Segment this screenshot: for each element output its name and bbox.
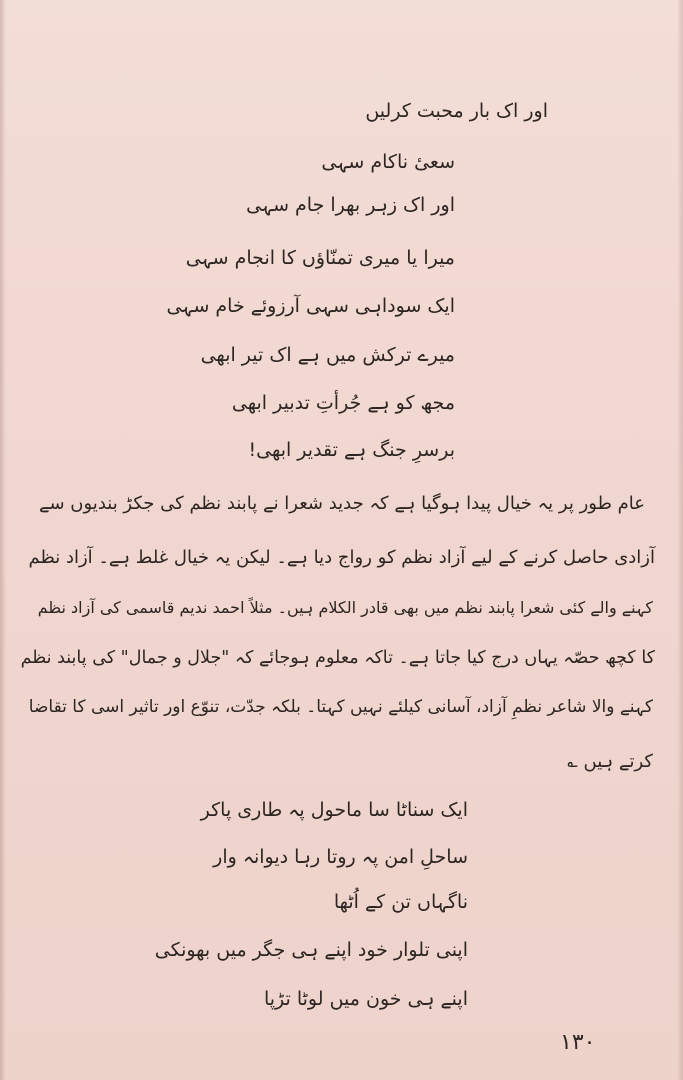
page-number: ۱۳۰ (560, 1030, 596, 1055)
prose-line-2: آزادی حاصل کرنے کے لیے آزاد نظم کو رواج دیا ہے۔ لیکن یہ خیال غلط ہے۔ آزاد نظم (28, 547, 655, 568)
poem1-line-2: سعیٔ ناکام سہی (321, 151, 455, 173)
poem1-line-8: برسرِ جنگ ہے تقدیر ابھی! (248, 439, 455, 461)
poem1-line-1: اور اک بار محبت کرلیں (365, 100, 548, 122)
prose-line-1: عام طور پر یہ خیال پیدا ہوگیا ہے کہ جدید شعرا نے پابند نظم کی جکڑ بندیوں سے (38, 493, 645, 514)
poem1-line-5: ایک سوداہی سہی آرزوئے خام سہی (166, 295, 455, 317)
poem1-line-3: اور اک زہر بھرا جام سہی (246, 194, 455, 216)
poem2-line-2: ساحلِ امن پہ روتا رہا دیوانہ وار (213, 846, 468, 868)
page-edge-left (0, 0, 6, 1080)
poem2-line-1: ایک سناٹا سا ماحول پہ طاری پاکر (200, 799, 468, 821)
poem1-line-4: میرا یا میری تمنّاؤں کا انجام سہی (185, 247, 455, 269)
poem2-line-4: اپنی تلوار خود اپنے ہی جگر میں بھونکی (154, 939, 468, 961)
poem1-line-6: میرے ترکش میں ہے اک تیر ابھی (200, 344, 455, 366)
page-edge-right (677, 0, 683, 1080)
prose-line-4: کا کچھ حصّہ یہاں درج کیا جاتا ہے۔ تاکہ معلوم ہوجائے کہ "جلال و جمال" کی پابند نظم (20, 648, 655, 668)
poem1-line-7: مجھ کو ہے جُرأتِ تدبیر ابھی (231, 392, 455, 414)
prose-line-6: کرتے ہیں ؎ (567, 751, 653, 772)
poem2-line-3: ناگہاں تن کے اُٹھا (333, 891, 468, 913)
poem2-line-5: اپنے ہی خون میں لوٹا تڑپا (263, 988, 468, 1010)
prose-line-3: کہنے والے کئی شعرا پابند نظم میں بھی قادر الکلام ہیں۔ مثلاً احمد ندیم قاسمی کی آزاد نظم (37, 598, 653, 617)
prose-line-5: کہنے والا شاعر نظمِ آزاد، آسانی کیلئے نہیں کہتا۔ بلکہ جدّت، تنوّع اور تاثیر اسی کا تقاضا (28, 697, 653, 717)
